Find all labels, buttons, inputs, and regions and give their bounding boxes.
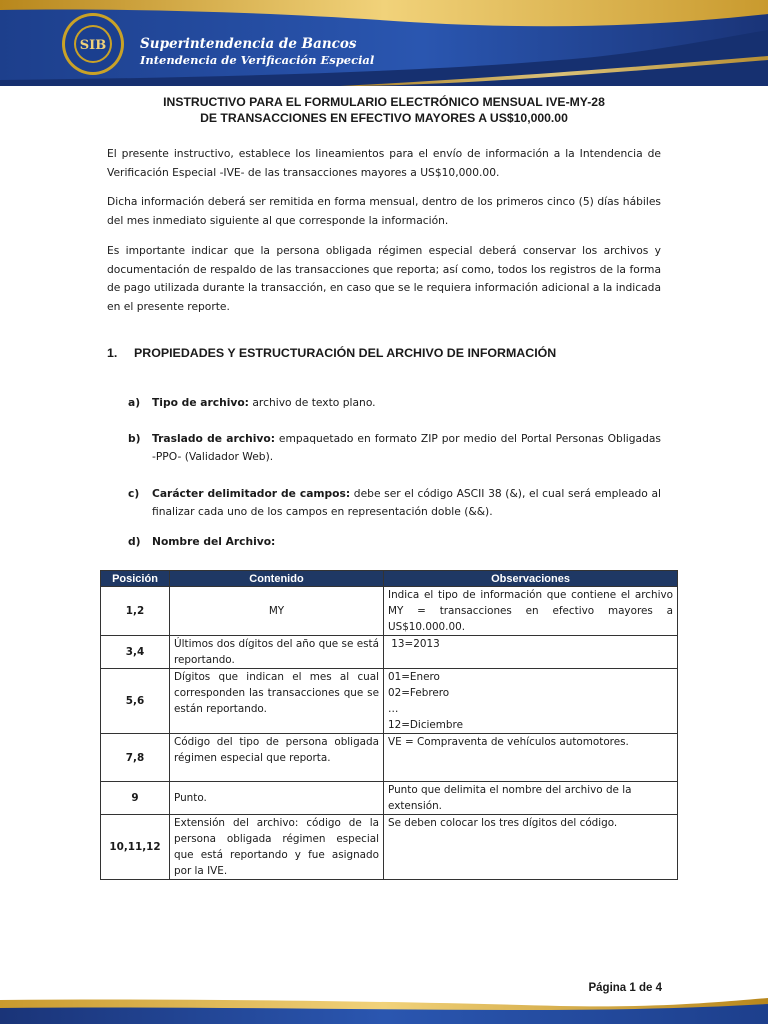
item-label: Traslado de archivo: (152, 432, 275, 445)
sib-seal-logo (61, 12, 125, 76)
table-row (101, 587, 678, 636)
page-number: Página 1 de 4 (588, 982, 662, 994)
page-header-banner (0, 0, 768, 86)
cell-position: 9 (101, 782, 170, 815)
retention-paragraph: Es importante indicar que la persona obligada régimen especial deberá conservar los archivos y documentación de respaldo de las transacciones que reporta; así como, todos los registros de la forma de pago utilizada durante la transacción, en caso que se le requiera información adicional a la indicada en el presente reporte. (107, 244, 661, 313)
month-line: 02=Febrero (388, 687, 450, 699)
cell-position: 1,2 (101, 587, 170, 636)
table-row (101, 669, 678, 734)
document-title (107, 94, 661, 126)
item-label: Nombre del Archivo: (152, 535, 276, 548)
table-row (101, 734, 678, 782)
cell-content: Últimos dos dígitos del año que se está reportando. (170, 636, 384, 669)
item-label: Tipo de archivo: (152, 396, 249, 409)
list-item-file-type (128, 394, 661, 412)
cell-observations: Se deben colocar los tres dígitos del código. (384, 815, 678, 880)
page-footer-band (0, 996, 768, 1024)
cell-content: Punto. (170, 782, 384, 815)
intro-paragraph: El presente instructivo, establece los lineamientos para el envío de información a la Intendencia de Verificación Especial -IVE- de las transacciones mayores a US$10,000.00. (107, 147, 661, 179)
item-marker: a) (128, 396, 141, 409)
item-label: Carácter delimitador de campos: (152, 487, 351, 500)
cell-content: MY (170, 587, 384, 636)
cell-observations (384, 669, 678, 734)
item-marker: c) (128, 487, 140, 500)
cell-content: Dígitos que indican el mes al cual corresponden las transacciones que se están reportando. (170, 669, 384, 734)
cell-content: Código del tipo de persona obligada régimen especial que reporta. (170, 734, 384, 782)
item-text: debe ser el código ASCII 38 (&), el cual será empleado al finalizar cada uno de los campos en representación doble (&&). (152, 487, 661, 518)
item-text: empaquetado en formato ZIP por medio del Portal Personas Obligadas -PPO- (Validador Web). (152, 432, 661, 463)
item-marker: d) (128, 535, 141, 548)
column-header-position: Posición (101, 571, 170, 587)
section-title: PROPIEDADES Y ESTRUCTURACIÓN DEL ARCHIVO DE INFORMACIÓN (134, 346, 557, 360)
month-line: … (388, 703, 399, 715)
cell-position: 3,4 (101, 636, 170, 669)
column-header-content: Contenido (170, 571, 384, 587)
table-row (101, 815, 678, 880)
cell-observations: Punto que delimita el nombre del archivo de la extensión. (384, 782, 678, 815)
title-line-2: DE TRANSACCIONES EN EFECTIVO MAYORES A US$10,000.00 (200, 111, 568, 125)
organization-unit: Intendencia de Verificación Especial (140, 53, 375, 67)
table-header-row (101, 571, 678, 587)
cell-content: Extensión del archivo: código de la persona obligada régimen especial que está reportando y fue asignado por la IVE. (170, 815, 384, 880)
section-heading (107, 346, 556, 360)
month-line: 01=Enero (388, 671, 440, 683)
column-header-observations: Observaciones (384, 571, 678, 587)
item-text: archivo de texto plano. (248, 396, 376, 409)
item-marker: b) (128, 432, 141, 445)
cell-position: 10,11,12 (101, 815, 170, 880)
list-item-field-delimiter (128, 485, 661, 521)
svg-text:SIB: SIB (79, 38, 107, 53)
delivery-paragraph: Dicha información deberá ser remitida en forma mensual, dentro de los primeros cinco (5) días hábiles del mes inmediato siguiente al que corresponde la información. (107, 195, 661, 227)
list-item-file-transfer (128, 430, 661, 466)
file-name-structure-table (100, 570, 678, 880)
cell-observations: 13=2013 (384, 636, 678, 669)
organization-name: Superintendencia de Bancos (140, 36, 357, 52)
table-row (101, 636, 678, 669)
footer-wave-graphic (0, 996, 768, 1024)
cell-observations: VE = Compraventa de vehículos automotores. (384, 734, 678, 782)
month-line: 12=Diciembre (388, 719, 463, 731)
table-row (101, 782, 678, 815)
title-line-1: INSTRUCTIVO PARA EL FORMULARIO ELECTRÓNICO MENSUAL IVE-MY-28 (163, 95, 605, 109)
cell-position: 7,8 (101, 734, 170, 782)
section-number: 1. (107, 346, 118, 360)
list-item-file-name (128, 533, 661, 551)
cell-observations: Indica el tipo de información que contiene el archivo MY = transacciones en efectivo mayores a US$10.000.00. (384, 587, 678, 636)
cell-position: 5,6 (101, 669, 170, 734)
